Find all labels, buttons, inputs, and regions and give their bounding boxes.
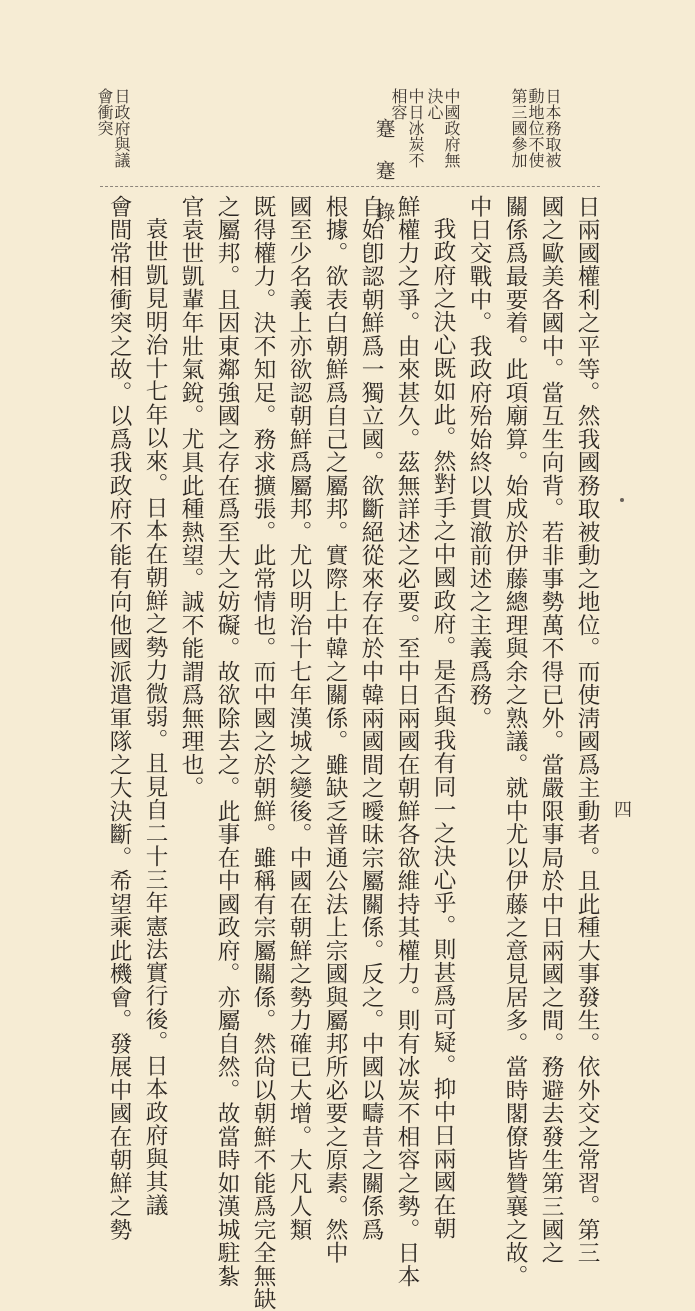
body-line: 官袁世凱輩年壯氣銳。尤具此種熱望。誠不能謂爲無理也。 (178, 195, 204, 800)
margin-note: 中日冰炭不相容 (389, 88, 425, 168)
running-title: 蹇蹇錄 (372, 118, 396, 244)
body-line: 國至少名義上亦欲認朝鮮爲屬邦。尤以明治十七年漢城之變後。中國在朝鮮之勢力確已大增。大凡人類 (286, 195, 312, 1242)
body-line: 會間常相衝突之故。以爲我政府不能有向他國派遣軍隊之大決斷。希望乘此機會。發展中國在朝鮮之勢 (106, 195, 132, 1242)
body-line: 自始卽認朝鮮爲一獨立國。欲斷絕從來存在於中韓兩國間之曖昧宗屬關係。反之。中國以疇昔之關係爲 (358, 195, 384, 1242)
margin-note: 日政府與議會衝突 (95, 88, 131, 168)
body-line: 我政府之決心既如此。然對手之中國政府。是否與我有同一之決心乎。則甚爲可疑。抑中日兩國在朝 (430, 217, 456, 1240)
body-line: 既得權力。決不知足。務求擴張。此常情也。而中國之於朝鮮。雖稱有宗屬關係。然尙以朝鮮不能爲完全無缺 (250, 195, 276, 1311)
body-line: 日兩國權利之平等。然我國務取被動之地位。而使淸國爲主動者。且此種大事發生。依外交之常習。第三 (574, 195, 600, 1265)
margin-note: 中國政府無決心 (425, 88, 461, 168)
ink-dot (620, 498, 624, 502)
body-line: 關係爲最要着。此項廟算。始成於伊藤總理與余之熟議。就中尤以伊藤之意見居多。當時閣僚皆贊襄之故。 (502, 195, 528, 1288)
body-line: 之屬邦。且因東鄰強國之存在爲至大之妨礙。故欲除去之。此事在中國政府。亦屬自然。故當時如漢城駐紮 (214, 195, 240, 1288)
page-number: 四 (611, 800, 632, 818)
note-separator (100, 186, 600, 187)
margin-note: 日本務取被動地位不使第三國參加 (509, 88, 562, 168)
body-line: 根據。欲表白朝鮮爲自己之屬邦。實際上中韓之關係。雖缺乏普通公法上宗國與屬邦所必要之原素。然中 (322, 195, 348, 1265)
body-line: 袁世凱見明治十七年以來。日本在朝鮮之勢力微弱。且見自二十三年憲法實行後。日本政府與其議 (142, 217, 168, 1217)
body-line: 中日交戰中。我政府殆始終以貫澈前述之主義爲務。 (466, 195, 492, 730)
body-line: 鮮權力之爭。由來甚久。茲無詳述之必要。至中日兩國在朝鮮各欲維持其權力。則有冰炭不相容之勢。日本 (394, 195, 420, 1288)
body-line: 國之歐美各國中。當互生向背。若非事勢萬不得已外。當嚴限事局於中日兩國之間。務避去發生第三國之 (538, 195, 564, 1265)
